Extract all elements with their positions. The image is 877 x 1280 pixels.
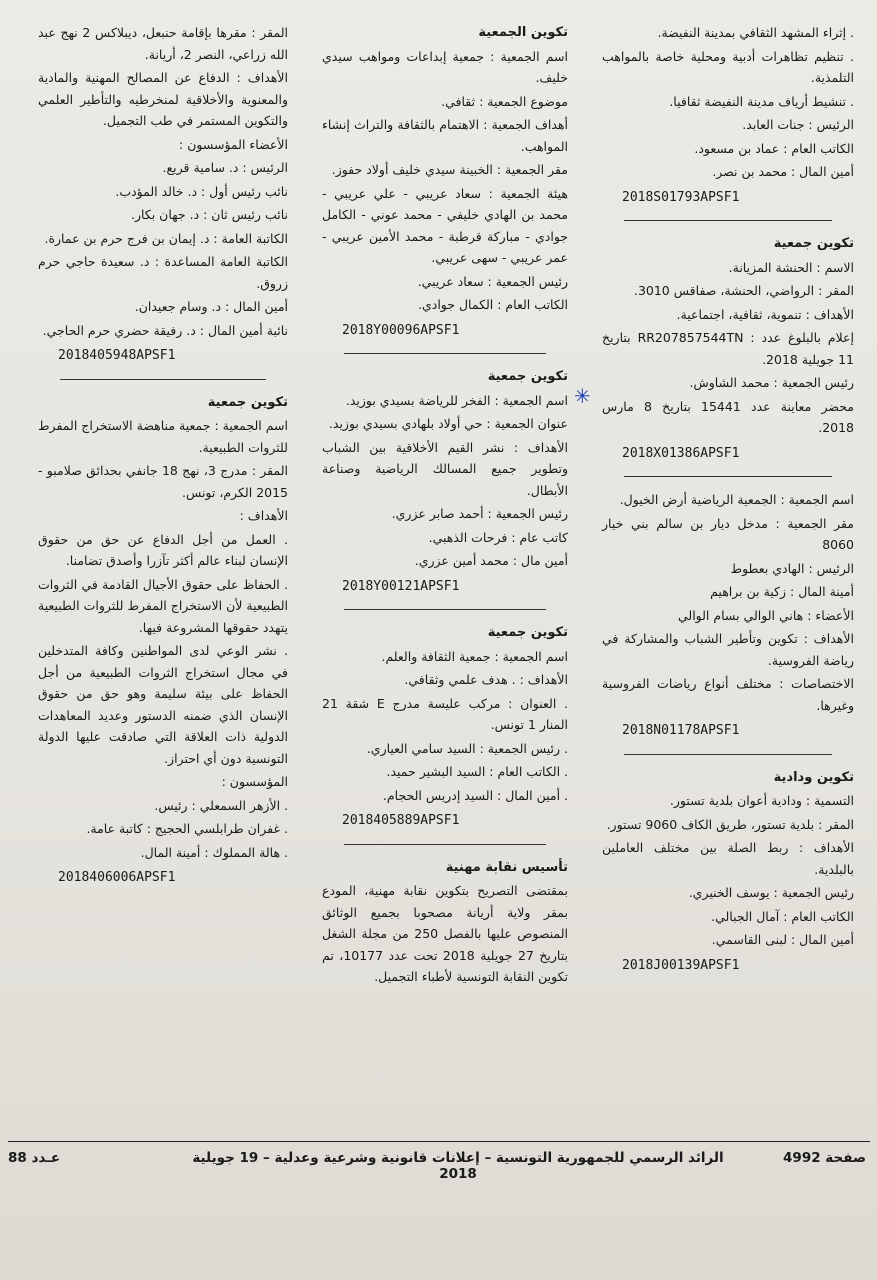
text-line: . الحفاظ على حقوق الأجيال القادمة في الثروات الطبيعية لأن الاستخراج المفرط للثروات الطبيعية يتهدد حقوقها المشروعة فيها.: [38, 576, 288, 635]
separator-rule: [624, 220, 832, 221]
text-line: الرئيس : جنات العابد.: [742, 117, 854, 132]
text-line: رئيس الجمعية : محمد الشاوش.: [689, 375, 854, 390]
reference-code: 2018405948APSF1: [58, 348, 176, 363]
text-line: مقر الجمعية : الخبينة سيدي خليف أولاد حفوز.: [331, 162, 568, 177]
text-line: أمين المال : محمد بن نصر.: [712, 164, 854, 179]
text-line: أمين المال : د. وسام جعيدان.: [134, 299, 288, 314]
notice-heading: تكوين جمعية: [487, 369, 568, 384]
text-line: . تنظيم تظاهرات أدبية ومحلية خاصة بالمواهب التلمذية.: [602, 48, 854, 85]
text-line: التسمية : ودادية أعوان بلدية تستور.: [669, 793, 854, 808]
text-line: اسم الجمعية : الجمعية الرياضية أرض الخيول.: [619, 492, 854, 507]
text-line: المقر : مدرج 3، نهج 18 جانفي بحدائق صلامبو - 2015 الكرم، تونس.: [38, 463, 288, 500]
text-line: الرئيس : الهادي بعطوط: [730, 560, 854, 576]
text-line: . رئيس الجمعية : السيد سامي العياري.: [366, 740, 568, 756]
text-line: الكاتبة العامة المساعدة : د. سعيدة حاجي حرم زروق.: [38, 254, 288, 291]
text-line: الأهداف :: [239, 508, 288, 523]
text-line: . أمين المال : السيد إدريس الحجام.: [382, 787, 568, 803]
reference-code: 2018406006APSF1: [58, 870, 176, 885]
paragraph: بمقتضى التصريح بتكوين نقابة مهنية، المودع بمقر ولاية أريانة مصحوبا بجميع الوثائق المنصوص عليها بالفصل 250 من مجلة الشغل بتاريخ 27 جويلية 2018 تحت عدد 10177، تم تكوين النقابة التونسية لأطباء التجميل.: [322, 883, 568, 984]
separator-rule: [60, 379, 266, 380]
text-line: . إثراء المشهد الثقافي بمدينة النفيضة.: [657, 25, 854, 40]
text-line: نائب رئيس ثان : د. جهان بكار.: [130, 207, 288, 222]
text-line: الكاتب العام : آمال الجبالي.: [711, 908, 854, 924]
text-line: رئيس الجمعية : سعاد عريبي.: [417, 273, 568, 289]
notice-sidi-khlif: [322, 22, 568, 341]
asterisk-marker-icon: ✳: [574, 384, 591, 408]
text-line: . نشر الوعي لدى المواطنين وكافة المتدخلين في مجال استخراج الثروات الطبيعية من أجل الحفاظ على بيئة سليمة وهو حق من حقوق الإنسان الذي ضمنه الدستور وعديد المعاهدات الدولية ذات العلاقة التي صادقت عليها الدولة التونسية دون أي احتراز.: [38, 643, 288, 766]
text-line: اسم الجمعية : جمعية إبداعات ومواهب سيدي خليف.: [322, 48, 568, 85]
reference-code: 2018Y00121APSF1: [342, 578, 460, 594]
text-line: الاسم : الحنشة المزيانة.: [728, 259, 854, 275]
text-line: . هالة المملوك : أمينة المال.: [140, 844, 288, 860]
text-line: . العمل من أجل الدفاع عن حق من حقوق الإنسان لبناء عالم أكثر تآزرا وأصدق تضامنا.: [38, 531, 288, 568]
text-line: الأعضاء المؤسسون :: [179, 136, 288, 152]
reference-code: 2018J00139APSF1: [622, 957, 740, 973]
separator-rule: [624, 476, 832, 477]
text-line: هيئة الجمعية : سعاد عريبي - علي عريبي - محمد بن الهادي خليفي - محمد عوني - الكامل جوادي - مباركة قرطبة - محمد الأمين عريبي - عمر عريبي - سهى عريبي.: [322, 185, 568, 265]
text-line: رئيس الجمعية : يوسف الخنيري.: [688, 885, 854, 900]
text-line: الكاتب العام : عماد بن مسعود.: [694, 140, 854, 156]
text-line: أمين المال : لبنى القاسمي.: [711, 932, 854, 947]
left-column: [38, 22, 288, 897]
text-line: الكاتب العام : الكمال جوادي.: [418, 297, 568, 312]
text-line: المقر : الرواضي، الحنشة، صفاقس 3010.: [633, 283, 854, 298]
notice-heading: تأسيس نقابة مهنية: [445, 859, 568, 875]
separator-rule: [344, 844, 546, 845]
text-line: نائبة أمين المال : د. رفيقة حضري حرم الحاجي.: [42, 322, 288, 338]
separator-rule: [624, 754, 832, 755]
middle-column: [322, 22, 568, 996]
text-line: كاتب عام : فرحات الذهبي.: [428, 529, 568, 545]
notice-heading: تكوين جمعية: [487, 625, 568, 640]
text-line: أمينة المال : زكية بن براهيم: [710, 584, 854, 599]
text-line: . الأزهر السمعلي : رئيس.: [154, 797, 288, 813]
journal-title: الرائد الرسمي للجمهورية التونسية – إعلانات قانونية وشرعية وعدلية – 19 جويلية 2018: [192, 1150, 724, 1182]
text-line: محضر معاينة عدد 15441 بتاريخ 8 مارس 2018.: [602, 398, 854, 435]
notice-heading: تكوين جمعية: [773, 236, 854, 251]
page-number: صفحة 4992: [783, 1150, 866, 1166]
notice-hanchet: [602, 233, 854, 464]
text-line: أهداف الجمعية : الاهتمام بالثقافة والتراث إنشاء المواهب.: [322, 117, 568, 154]
text-line: الأهداف : . هدف علمي وثقافي.: [404, 672, 568, 687]
text-line: إعلام بالبلوغ عدد : RR207857544TN بتاريخ 11 جويلية 2018.: [602, 330, 854, 367]
page-footer: [8, 1150, 870, 1182]
notice-heading: تكوين ودادية: [773, 769, 854, 785]
text-line: الأهداف : ربط الصلة بين مختلف العاملين بالبلدية.: [602, 840, 854, 877]
text-line: المؤسسون :: [221, 774, 288, 789]
notice-natural-resources: [38, 392, 288, 889]
separator-rule: [344, 609, 546, 610]
notice-heading: تكوين الجمعية: [478, 25, 568, 40]
reference-code: 2018405889APSF1: [342, 813, 460, 828]
text-line: رئيس الجمعية : أحمد صابر عزري.: [391, 506, 568, 521]
text-line: اسم الجمعية : الفخر للرياضة بسيدي بوزيد.: [345, 392, 568, 408]
notice-culture-science: [322, 622, 568, 832]
right-column: [602, 22, 854, 984]
notice-heading: تكوين جمعية: [207, 394, 288, 410]
text-line: مقر الجمعية : مدخل ديار بن سالم بني خيار 8060: [602, 515, 854, 552]
text-line: الأهداف : تكوين وتأطير الشباب والمشاركة في رياضة الفروسية.: [602, 631, 854, 668]
text-line: أمين مال : محمد أمين عزري.: [414, 553, 568, 568]
reference-code: 2018X01386APSF1: [622, 445, 740, 461]
notice-horses: [602, 489, 854, 742]
text-line: الرئيس : د. سامية قريع.: [162, 160, 288, 175]
notice-fakhr: [322, 366, 568, 597]
text-line: . تنشيط أرياف مدينة النفيضة ثقافيا.: [669, 93, 854, 109]
text-line: موضوع الجمعية : ثقافي.: [441, 93, 568, 109]
footer-rule: [8, 1141, 870, 1142]
text-line: اسم الجمعية : جمعية مناهضة الاستخراج المفرط للثروات الطبيعية.: [38, 418, 288, 455]
text-line: . غفران طرابلسي الحجيج : كاتبة عامة.: [86, 821, 288, 836]
reference-code: 2018S01793APSF1: [622, 189, 740, 205]
issue-number: عـدد 88: [8, 1150, 61, 1166]
notice-testour: [602, 767, 854, 977]
text-line: الأهداف : نشر القيم الأخلاقية بين الشباب وتطوير جميع المسالك الرياضية وصناعة الأبطال.: [322, 439, 568, 498]
text-line: نائب رئيس أول : د. خالد المؤدب.: [115, 183, 288, 199]
text-line: الاختصاصات : مختلف أنواع رياضات الفروسية وغيرها.: [602, 676, 854, 713]
notice-union: [322, 857, 568, 988]
text-line: . الكاتب العام : السيد البشير حميد.: [386, 764, 568, 779]
text-line: . العنوان : مركب عليسة مدرج E شقة 21 المنار 1 تونس.: [322, 695, 568, 732]
text-line: الأهداف : تنموية، ثقافية، اجتماعية.: [676, 306, 854, 322]
notice-continuation: [602, 22, 854, 208]
reference-code: 2018N01178APSF1: [622, 723, 740, 738]
separator-rule: [344, 353, 546, 354]
text-line: المقر : مقرها بإقامة حنبعل، ديبلاكس 2 نهج عبد الله زراعي، النصر 2، أريانة.: [38, 25, 288, 62]
text-line: الأهداف : الدفاع عن المصالح المهنية والمادية والمعنوية والأخلاقية لمنخرطيه والتأطير العلمي والتكوين المستمر في طب التجميل.: [38, 70, 288, 128]
reference-code: 2018Y00096APSF1: [342, 322, 460, 338]
text-line: اسم الجمعية : جمعية الثقافة والعلم.: [381, 648, 568, 664]
text-line: الأعضاء : هاني الوالي بسام الوالي: [677, 607, 854, 623]
text-line: الكاتبة العامة : د. إيمان بن فرج حرم بن عمارة.: [44, 230, 288, 246]
text-line: عنوان الجمعية : حي أولاد بلهادي بسيدي بوزيد.: [328, 416, 568, 431]
text-line: المقر : بلدية تستور، طريق الكاف 9060 تستور.: [606, 816, 854, 832]
notice-union-continuation: [38, 22, 288, 367]
